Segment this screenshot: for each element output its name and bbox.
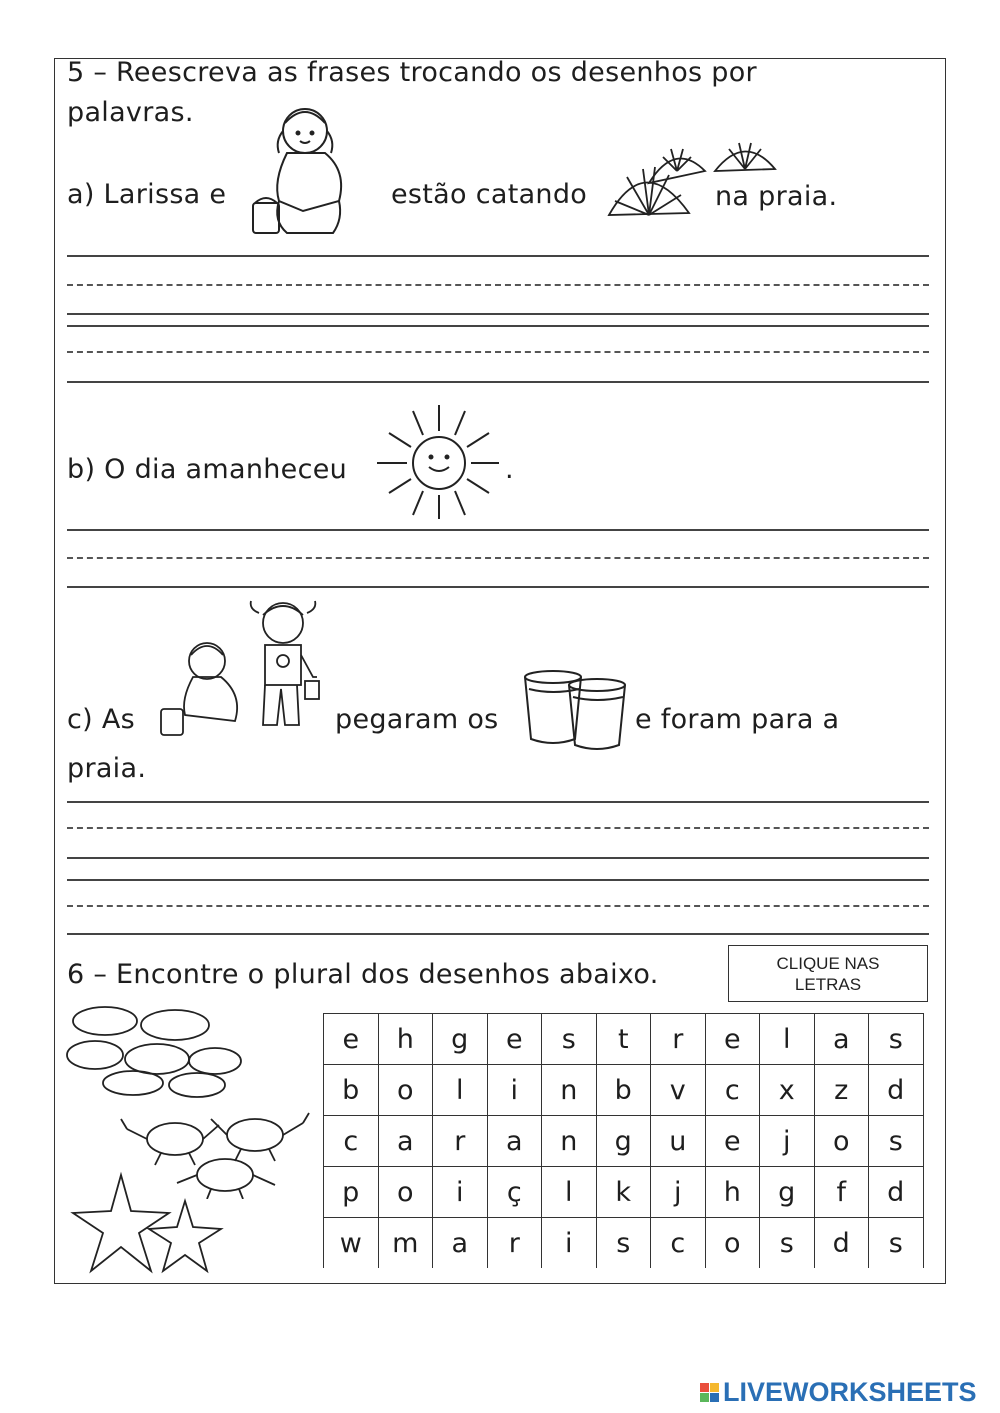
grid-letter-cell[interactable]: r xyxy=(433,1116,488,1167)
clams-icon xyxy=(65,999,245,1099)
worksheet xyxy=(54,58,946,1284)
grid-letter-cell[interactable]: z xyxy=(814,1065,869,1116)
grid-letter-cell[interactable]: j xyxy=(651,1167,706,1218)
grid-row xyxy=(324,1218,924,1269)
grid-letter-cell[interactable]: t xyxy=(596,1014,651,1065)
liveworksheets-icon xyxy=(700,1383,719,1402)
grid-letter-cell[interactable]: l xyxy=(760,1014,815,1065)
brand-text: LIVEWORKSHEETS xyxy=(723,1376,977,1407)
writing-line xyxy=(67,313,929,315)
grid-letter-cell[interactable]: s xyxy=(542,1014,597,1065)
grid-letter-cell[interactable]: k xyxy=(596,1167,651,1218)
grid-row xyxy=(324,1065,924,1116)
item-c-middle: pegaram os xyxy=(335,704,499,735)
grid-letter-cell[interactable]: s xyxy=(596,1218,651,1269)
item-c-prefix: c) As xyxy=(67,704,135,735)
grid-letter-cell[interactable]: a xyxy=(433,1218,488,1269)
writing-line xyxy=(67,381,929,383)
grid-letter-cell[interactable]: h xyxy=(705,1167,760,1218)
grid-letter-cell[interactable]: c xyxy=(324,1116,379,1167)
grid-letter-cell[interactable]: x xyxy=(760,1065,815,1116)
grid-letter-cell[interactable]: s xyxy=(869,1116,924,1167)
grid-letter-cell[interactable]: e xyxy=(487,1014,542,1065)
grid-letter-cell[interactable]: w xyxy=(324,1218,379,1269)
grid-letter-cell[interactable]: d xyxy=(869,1167,924,1218)
writing-line xyxy=(67,933,929,935)
grid-row xyxy=(324,1014,924,1065)
grid-letter-cell[interactable]: d xyxy=(814,1218,869,1269)
grid-letter-cell[interactable]: g xyxy=(433,1014,488,1065)
item-a-prefix: a) Larissa e xyxy=(67,179,227,210)
grid-letter-cell[interactable]: i xyxy=(542,1218,597,1269)
writing-line xyxy=(67,857,929,859)
grid-letter-cell[interactable]: e xyxy=(705,1014,760,1065)
grid-letter-cell[interactable]: b xyxy=(596,1065,651,1116)
writing-line xyxy=(67,255,929,257)
grid-letter-cell[interactable]: c xyxy=(651,1218,706,1269)
sun-icon xyxy=(373,401,503,521)
grid-letter-cell[interactable]: i xyxy=(487,1065,542,1116)
girl-with-bucket-icon xyxy=(243,101,373,241)
writing-line xyxy=(67,801,929,803)
writing-line xyxy=(67,529,929,531)
grid-letter-cell[interactable]: o xyxy=(705,1218,760,1269)
section5-title-line1: 5 – Reescreva as frases trocando os desenhos por xyxy=(67,58,757,88)
grid-letter-cell[interactable]: s xyxy=(869,1218,924,1269)
liveworksheets-logo[interactable] xyxy=(700,1375,977,1409)
grid-letter-cell[interactable]: m xyxy=(378,1218,433,1269)
grid-letter-cell[interactable]: s xyxy=(760,1218,815,1269)
item-c-suffix: e foram para a xyxy=(635,704,840,735)
grid-letter-cell[interactable]: s xyxy=(869,1014,924,1065)
grid-row xyxy=(324,1116,924,1167)
grid-letter-cell[interactable]: a xyxy=(378,1116,433,1167)
item-c-line2: praia. xyxy=(67,753,147,784)
grid-letter-cell[interactable]: g xyxy=(596,1116,651,1167)
writing-line-dashed xyxy=(67,351,929,353)
writing-line xyxy=(67,586,929,588)
grid-letter-cell[interactable]: r xyxy=(487,1218,542,1269)
click-letters-label-1: CLIQUE NAS xyxy=(776,953,880,973)
writing-line-dashed xyxy=(67,905,929,907)
grid-letter-cell[interactable]: v xyxy=(651,1065,706,1116)
item-b-prefix: b) O dia amanheceu xyxy=(67,454,348,485)
click-letters-label-2: LETRAS xyxy=(794,974,862,994)
grid-letter-cell[interactable]: ç xyxy=(487,1167,542,1218)
grid-letter-cell[interactable]: d xyxy=(869,1065,924,1116)
writing-line-dashed xyxy=(67,284,929,286)
section6-title: 6 – Encontre o plural dos desenhos abaixo. xyxy=(67,959,659,990)
grid-letter-cell[interactable]: e xyxy=(705,1116,760,1167)
grid-letter-cell[interactable]: a xyxy=(487,1116,542,1167)
item-b-suffix: . xyxy=(505,454,514,485)
writing-line-dashed xyxy=(67,557,929,559)
grid-letter-cell[interactable]: o xyxy=(378,1167,433,1218)
grid-letter-cell[interactable]: r xyxy=(651,1014,706,1065)
writing-line xyxy=(67,879,929,881)
section5-title-line2: palavras. xyxy=(67,97,194,128)
word-search-grid xyxy=(323,1013,924,1268)
grid-letter-cell[interactable]: o xyxy=(378,1065,433,1116)
grid-letter-cell[interactable]: c xyxy=(705,1065,760,1116)
grid-letter-cell[interactable]: o xyxy=(814,1116,869,1167)
two-girls-icon xyxy=(155,599,331,739)
grid-letter-cell[interactable]: l xyxy=(433,1065,488,1116)
item-a-middle: estão catando xyxy=(391,179,588,210)
grid-letter-cell[interactable]: n xyxy=(542,1065,597,1116)
writing-line-dashed xyxy=(67,827,929,829)
grid-letter-cell[interactable]: l xyxy=(542,1167,597,1218)
grid-letter-cell[interactable]: u xyxy=(651,1116,706,1167)
grid-letter-cell[interactable]: b xyxy=(324,1065,379,1116)
grid-letter-cell[interactable]: j xyxy=(760,1116,815,1167)
click-letters-button[interactable] xyxy=(728,945,928,1002)
grid-letter-cell[interactable]: n xyxy=(542,1116,597,1167)
buckets-icon xyxy=(521,667,631,753)
grid-letter-cell[interactable]: h xyxy=(378,1014,433,1065)
grid-letter-cell[interactable]: a xyxy=(814,1014,869,1065)
grid-row xyxy=(324,1167,924,1218)
starfish-icon xyxy=(65,1171,265,1281)
grid-letter-cell[interactable]: p xyxy=(324,1167,379,1218)
grid-letter-cell[interactable]: i xyxy=(433,1167,488,1218)
item-a-suffix: na praia. xyxy=(715,181,838,212)
writing-line xyxy=(67,325,929,327)
grid-letter-cell[interactable]: f xyxy=(814,1167,869,1218)
grid-letter-cell[interactable]: g xyxy=(760,1167,815,1218)
grid-letter-cell[interactable]: e xyxy=(324,1014,379,1065)
